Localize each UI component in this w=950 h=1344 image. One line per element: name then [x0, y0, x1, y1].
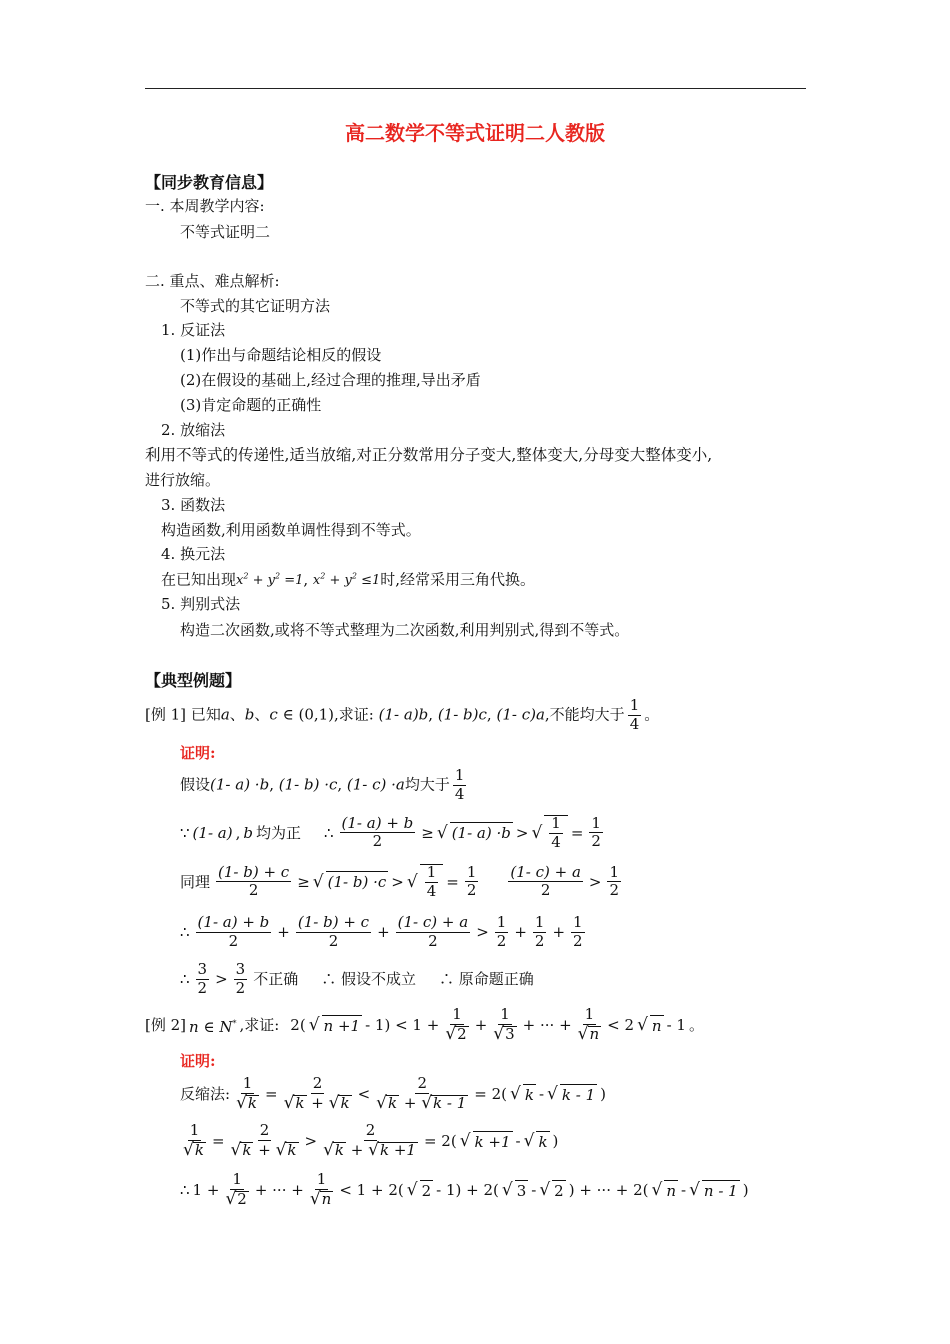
method3-text: 构造函数,利用函数单调性得到不等式。	[161, 521, 421, 539]
examples-header: 【典型例题】	[145, 671, 242, 690]
example1-assumption: 假设(1- a) ·b, (1- b) ·c, (1- c) ·a均大于 $\frac{1}{4}$	[180, 766, 465, 803]
method5-title: 5. 判别式法	[161, 595, 241, 613]
method1-step3: (3)肯定命题的正确性	[180, 396, 322, 414]
method1-step1: (1)作出与命题结论相反的假设	[180, 346, 382, 364]
example1-step2: 同理 $\frac{(1- b) + c}{2}$ ≥ √ (1- b) ·c > √ $\frac{1}{4}$ = $\frac{1}{2}$ $\frac{(1- c) + a}{2}$ > $\frac{1}{2}$	[180, 862, 620, 900]
example2-step3: ∴ 1 + $\frac{1}{√2}$ + ··· + $\frac{1}{√n}$ < 1 + 2( √ 2 - 1) + 2( √ 3 - √ 2 ) + ··· + 2( √ n - √ n - 1 )	[180, 1170, 749, 1209]
content-item: 不等式证明二	[180, 223, 271, 241]
analysis-intro: 不等式的其它证明方法	[180, 297, 331, 315]
method5-text: 构造二次函数,或将不等式整理为二次函数,利用判别式,得到不等式。	[180, 621, 630, 639]
example1-proof-label: 证明:	[180, 744, 216, 762]
method3-title: 3. 函数法	[161, 496, 226, 514]
analysis-heading: 二. 重点、难点解析:	[145, 272, 280, 290]
method2-text-line1: 利用不等式的传递性,适当放缩,对正分数常用分子变大,整体变大,分母变大整体变小,	[145, 446, 713, 464]
example2-statement: [例 2] n ∈ N* ,求证: 2( √ n +1 - 1) < 1 + $\frac{1}{√2}$ + $\frac{1}{√3}$ + ··· + $\frac{1}{√n}$ < 2 √ n - 1 。	[145, 1005, 704, 1044]
info-header: 【同步教育信息】	[145, 173, 274, 192]
example1-statement: [例 1] 已知a、b、c ∈ (0,1),求证: (1- a)b, (1- b)c, (1- c)a,不能均大于 $\frac{1}{4}$ 。	[145, 696, 660, 733]
method2-title: 2. 放缩法	[161, 421, 226, 439]
header-rule	[145, 88, 806, 89]
content-heading: 一. 本周教学内容:	[145, 197, 265, 215]
example1-step3: ∴ $\frac{(1- a) + b}{2}$ + $\frac{(1- b) + c}{2}$ + $\frac{(1- c) + a}{2}$ > $\frac{1}{2}$ + $\frac{1}{2}$ + $\frac{1}{2}$	[180, 913, 583, 950]
page-title: 高二数学不等式证明二人教版	[345, 121, 605, 145]
method1-step2: (2)在假设的基础上,经过合理的推理,导出矛盾	[180, 371, 481, 389]
example1-step1: ∵ (1- a) , b 均为正 ∴ $\frac{(1- a) + b}{2}$ ≥ √ (1- a) ·b > √ $\frac{1}{4}$ = $\frac{1}{2}$	[180, 813, 601, 851]
example2-step1: 反缩法: $\frac{1}{√k}$ = $\frac{2}{√k + √k}$ < $\frac{2}{√k + √k - 1}$ = 2( √ k - √ k - 1 )	[180, 1074, 606, 1113]
example1-conclusion: ∴ $\frac{3}{2}$ > $\frac{3}{2}$ 不正确 ∴ 假设不成立 ∴ 原命题正确	[180, 960, 534, 997]
method4-title: 4. 换元法	[161, 545, 226, 563]
method1-title: 1. 反证法	[161, 321, 226, 339]
method2-text-line2: 进行放缩。	[145, 471, 221, 489]
example2-proof-label: 证明:	[180, 1052, 216, 1070]
method4-text: 在已知出现$x^2 + y^2 =1$, $x^2 + y^2 \le 1$时,经常采用三角代换。	[161, 570, 536, 589]
example2-step2: $\frac{1}{√k}$ = $\frac{2}{√k + √k}$ > $\frac{2}{√k + √k +1}$ = 2( √ k +1 - √ k )	[183, 1121, 559, 1160]
